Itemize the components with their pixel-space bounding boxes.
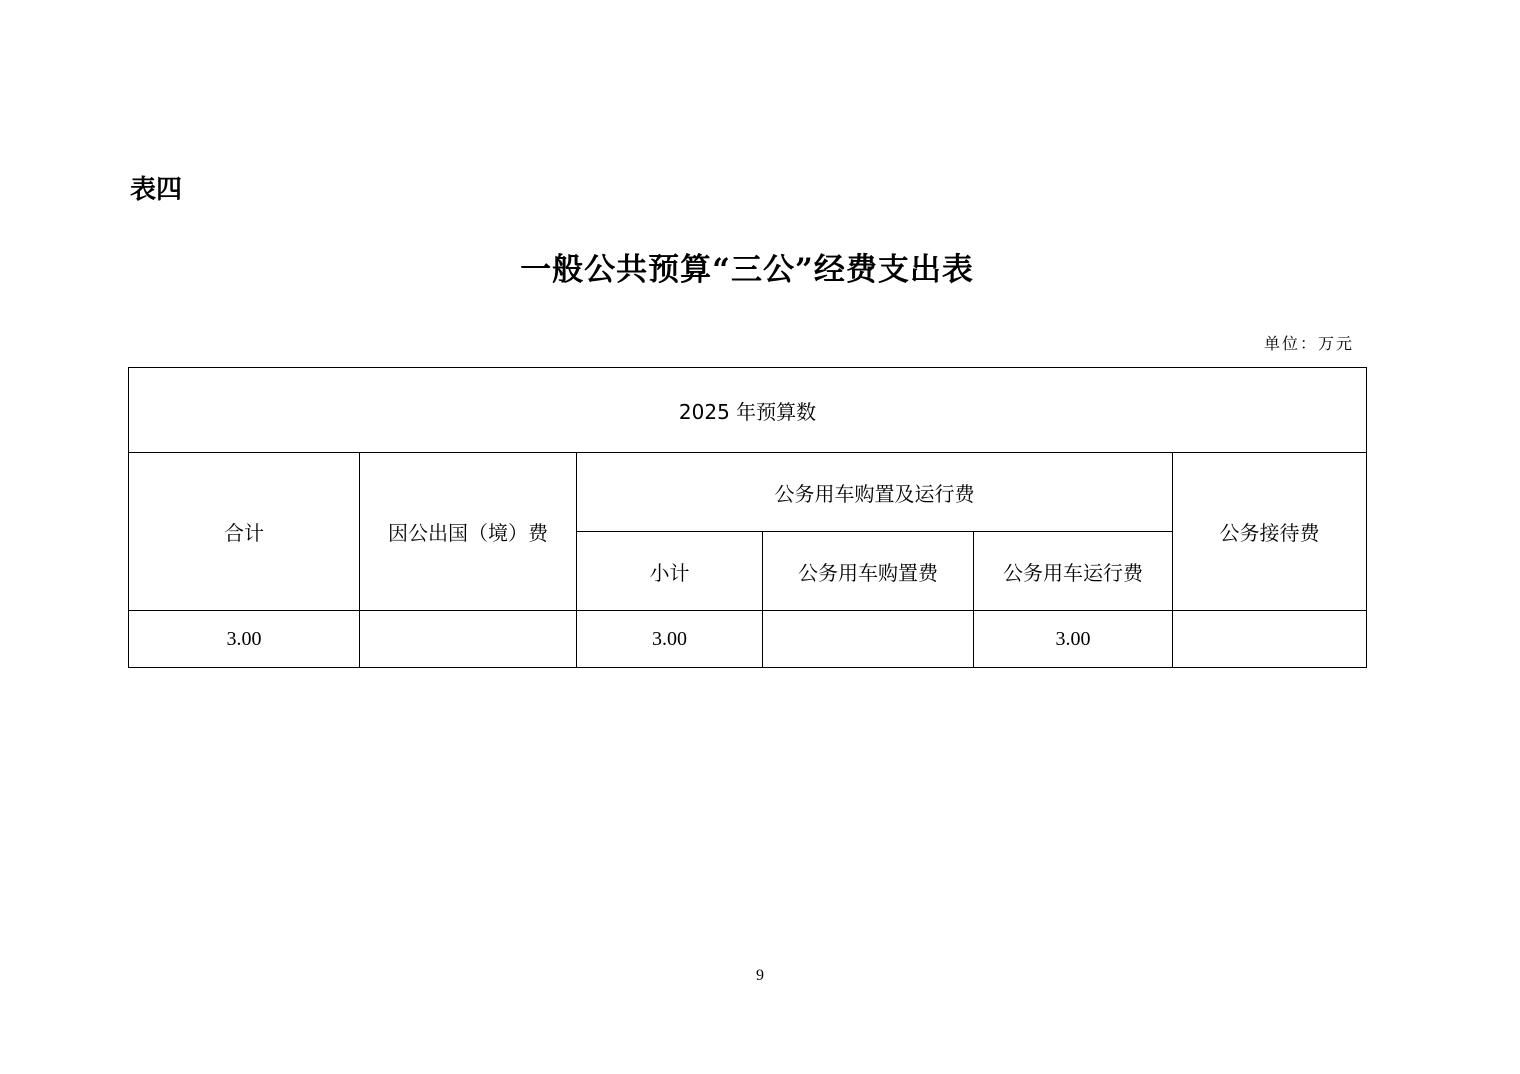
unit-note: 单位：万元 [1263, 334, 1354, 353]
table-label: 表四 [130, 175, 183, 205]
header-total: 合计 [129, 453, 360, 611]
table-row [129, 611, 1367, 668]
cell-vehicle-purchase [763, 611, 974, 668]
cell-reception [1173, 611, 1367, 668]
year-header-cell: 2025 年预算数 [129, 368, 1367, 453]
header-reception: 公务接待费 [1173, 453, 1367, 611]
header-row-1 [129, 453, 1367, 532]
cell-overseas [360, 611, 577, 668]
budget-table [128, 367, 1367, 668]
page-number: 9 [756, 967, 764, 984]
header-vehicle-group: 公务用车购置及运行费 [577, 453, 1173, 532]
header-vehicle-operation: 公务用车运行费 [974, 532, 1173, 611]
cell-subtotal: 3.00 [577, 611, 763, 668]
cell-total: 3.00 [129, 611, 360, 668]
header-subtotal: 小计 [577, 532, 763, 611]
cell-vehicle-operation: 3.00 [974, 611, 1173, 668]
header-row-year [129, 368, 1367, 453]
page-title: 一般公共预算“三公”经费支出表 [520, 252, 974, 288]
header-vehicle-purchase: 公务用车购置费 [763, 532, 974, 611]
header-overseas: 因公出国（境）费 [360, 453, 577, 611]
